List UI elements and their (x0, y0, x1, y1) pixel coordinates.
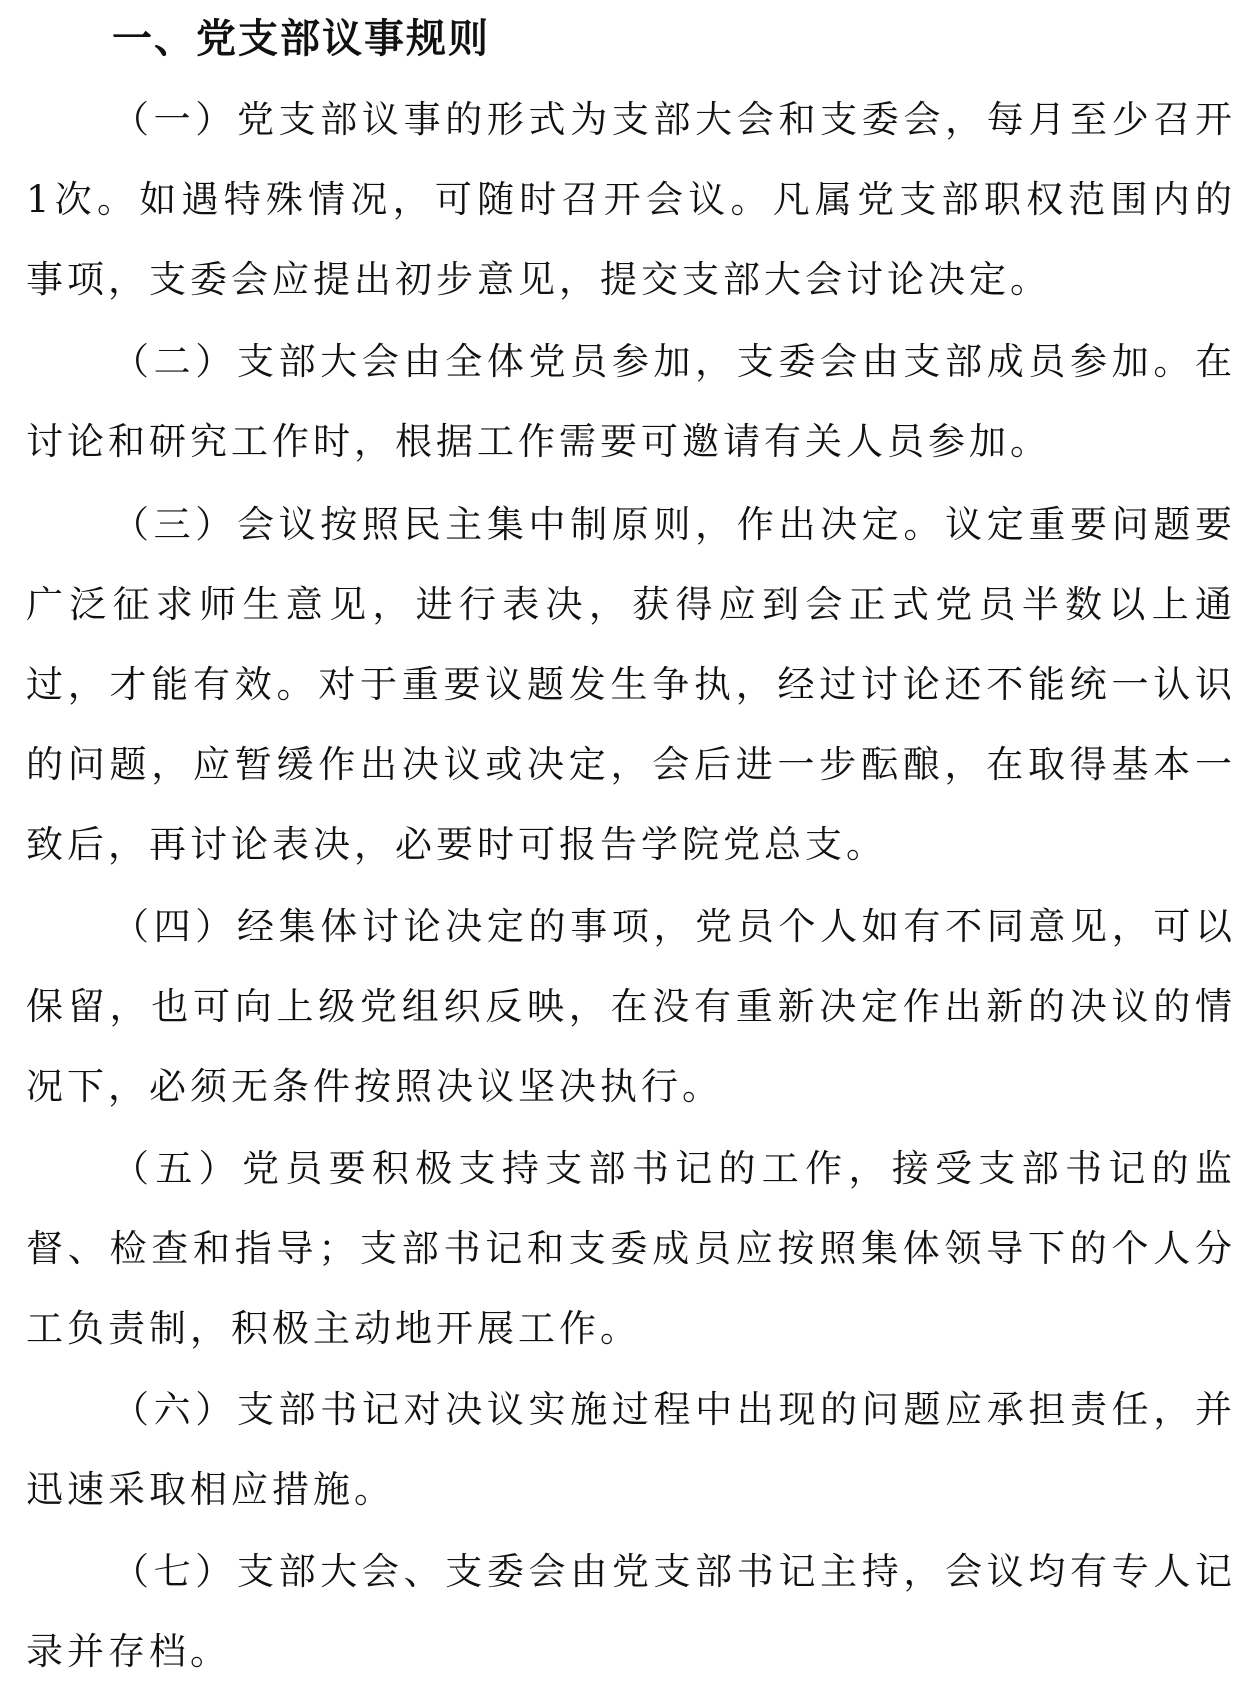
rule-paragraph-4: （四）经集体讨论决定的事项，党员个人如有不同意见，可以保留，也可向上级党组织反映，在没有重新决定作出新的决议的情况下，必须无条件按照决议坚决执行。 (26, 905, 1236, 1108)
rule-paragraph-2: （二）支部大会由全体党员参加，支委会由支部成员参加。在讨论和研究工作时，根据工作需要可邀请有关人员参加。 (26, 340, 1236, 463)
rule-paragraph-5: （五）党员要积极支持支部书记的工作，接受支部书记的监督、检查和指导；支部书记和支委成员应按照集体领导下的个人分工负责制，积极主动地开展工作。 (26, 1147, 1236, 1350)
rule-paragraph-6: （六）支部书记对决议实施过程中出现的问题应承担责任，并迅速采取相应措施。 (26, 1388, 1236, 1511)
rule-paragraph-1: （一）党支部议事的形式为支部大会和支委会，每月至少召开1次。如遇特殊情况，可随时召开会议。凡属党支部职权范围内的事项，支委会应提出初步意见，提交支部大会讨论决定。 (26, 98, 1236, 301)
rule-paragraph-3: （三）会议按照民主集中制原则，作出决定。议定重要问题要广泛征求师生意见，进行表决，获得应到会正式党员半数以上通过，才能有效。对于重要议题发生争执，经过讨论还不能统一认识的问题，应暂缓作出决议或决定，会后进一步酝酿，在取得基本一致后，再讨论表决，必要时可报告学院党总支。 (26, 503, 1236, 866)
rule-paragraph-7: （七）支部大会、支委会由党支部书记主持，会议均有专人记录并存档。 (26, 1550, 1236, 1673)
section-heading: 一、党支部议事规则 (112, 16, 490, 62)
